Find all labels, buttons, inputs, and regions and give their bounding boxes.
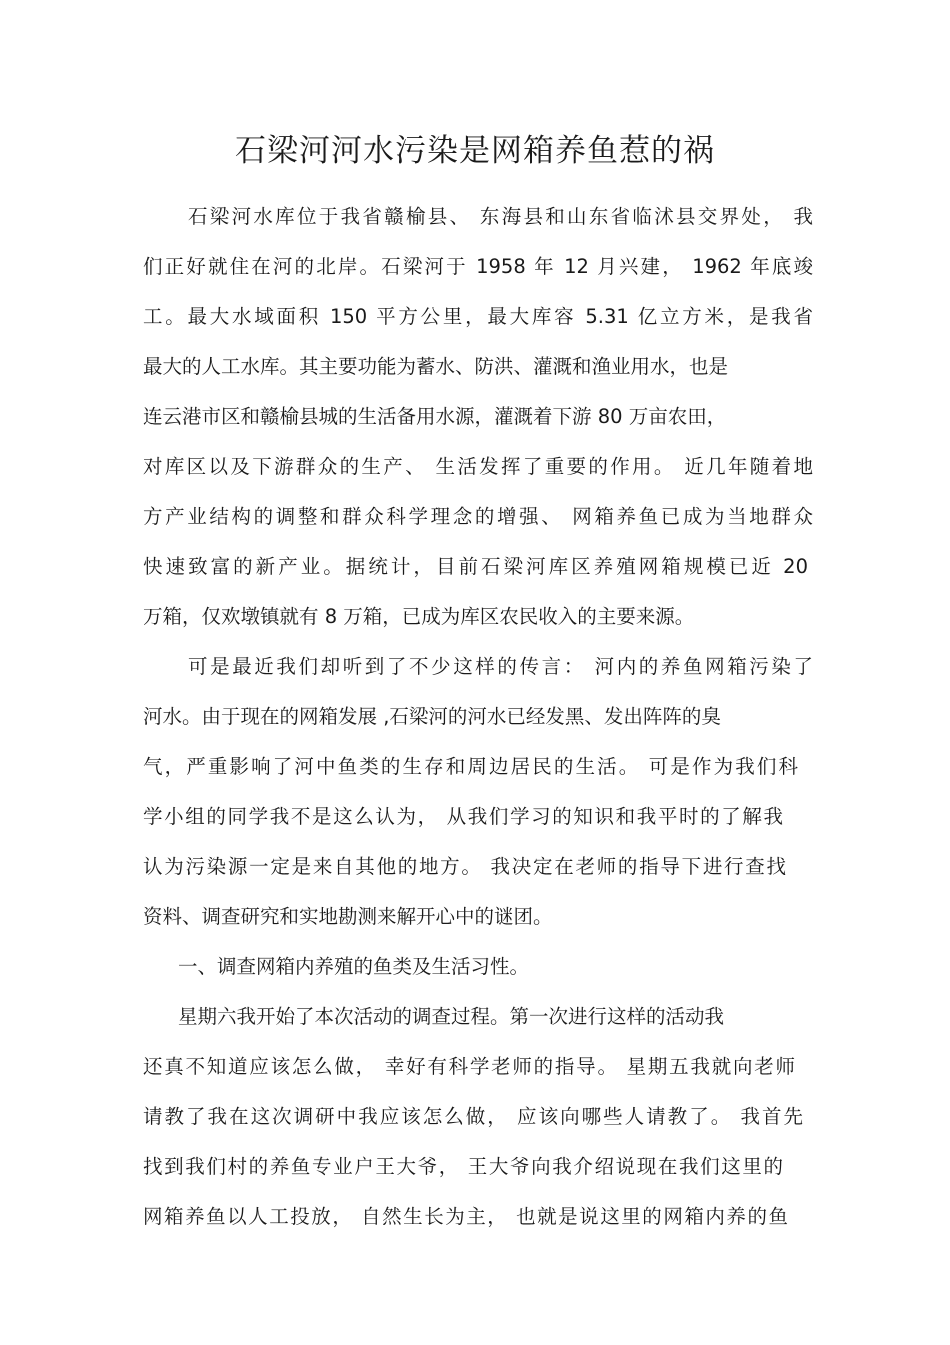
text-line: 网箱养鱼以人工投放， 自然生长为主， 也就是说这里的网箱内养的鱼	[143, 1205, 788, 1228]
text-line: 工。最大水域面积 150 平方公里，最大库容 5.31 亿立方米，是我省	[143, 305, 813, 328]
text-line: 对库区以及下游群众的生产、 生活发挥了重要的作用。 近几年随着地	[143, 455, 813, 478]
text-line: 石梁河水库位于我省赣榆县、 东海县和山东省临沭县交界处， 我	[188, 205, 813, 228]
text-line: 认为污染源一定是来自其他的地方。 我决定在老师的指导下进行查找	[143, 855, 786, 878]
text-line: 找到我们村的养鱼专业户王大爷， 王大爷向我介绍说现在我们这里的	[143, 1155, 783, 1178]
text-line: 可是最近我们却听到了不少这样的传言： 河内的养鱼网箱污染了	[188, 655, 813, 678]
text-line: 请教了我在这次调研中我应该怎么做， 应该向哪些人请教了。 我首先	[143, 1105, 803, 1128]
text-line: 们正好就住在河的北岸。石梁河于 1958 年 12 月兴建， 1962 年底竣	[143, 255, 813, 278]
text-line: 星期六我开始了本次活动的调查过程。第一次进行这样的活动我	[178, 1005, 725, 1028]
text-line: 还真不知道应该怎么做， 幸好有科学老师的指导。 星期五我就向老师	[143, 1055, 795, 1078]
text-line: 方产业结构的调整和群众科学理念的增强、 网箱养鱼已成为当地群众	[143, 505, 813, 528]
text-line: 气，严重影响了河中鱼类的生存和周边居民的生活。 可是作为我们科	[143, 755, 798, 778]
section-heading: 一、调查网箱内养殖的鱼类及生活习性。	[178, 955, 530, 978]
text-line: 连云港市区和赣榆县城的生活备用水源，灌溉着下游 80 万亩农田，	[143, 405, 727, 428]
page-title: 石梁河河水污染是网箱养鱼惹的祸	[235, 133, 715, 169]
text-line: 资料、调查研究和实地勘测来解开心中的谜团。	[143, 905, 553, 928]
text-line: 快速致富的新产业。据统计，目前石梁河库区养殖网箱规模已近 20	[143, 555, 808, 578]
text-line: 河水。由于现在的网箱发展 ,石梁河的河水已经发黑、发出阵阵的臭	[143, 705, 721, 728]
text-line: 学小组的同学我不是这么认为， 从我们学习的知识和我平时的了解我	[143, 805, 783, 828]
text-line: 最大的人工水库。其主要功能为蓄水、防洪、灌溉和渔业用水，也是	[143, 355, 729, 378]
text-line: 万箱，仅欢墩镇就有 8 万箱，已成为库区农民收入的主要来源。	[143, 605, 695, 628]
